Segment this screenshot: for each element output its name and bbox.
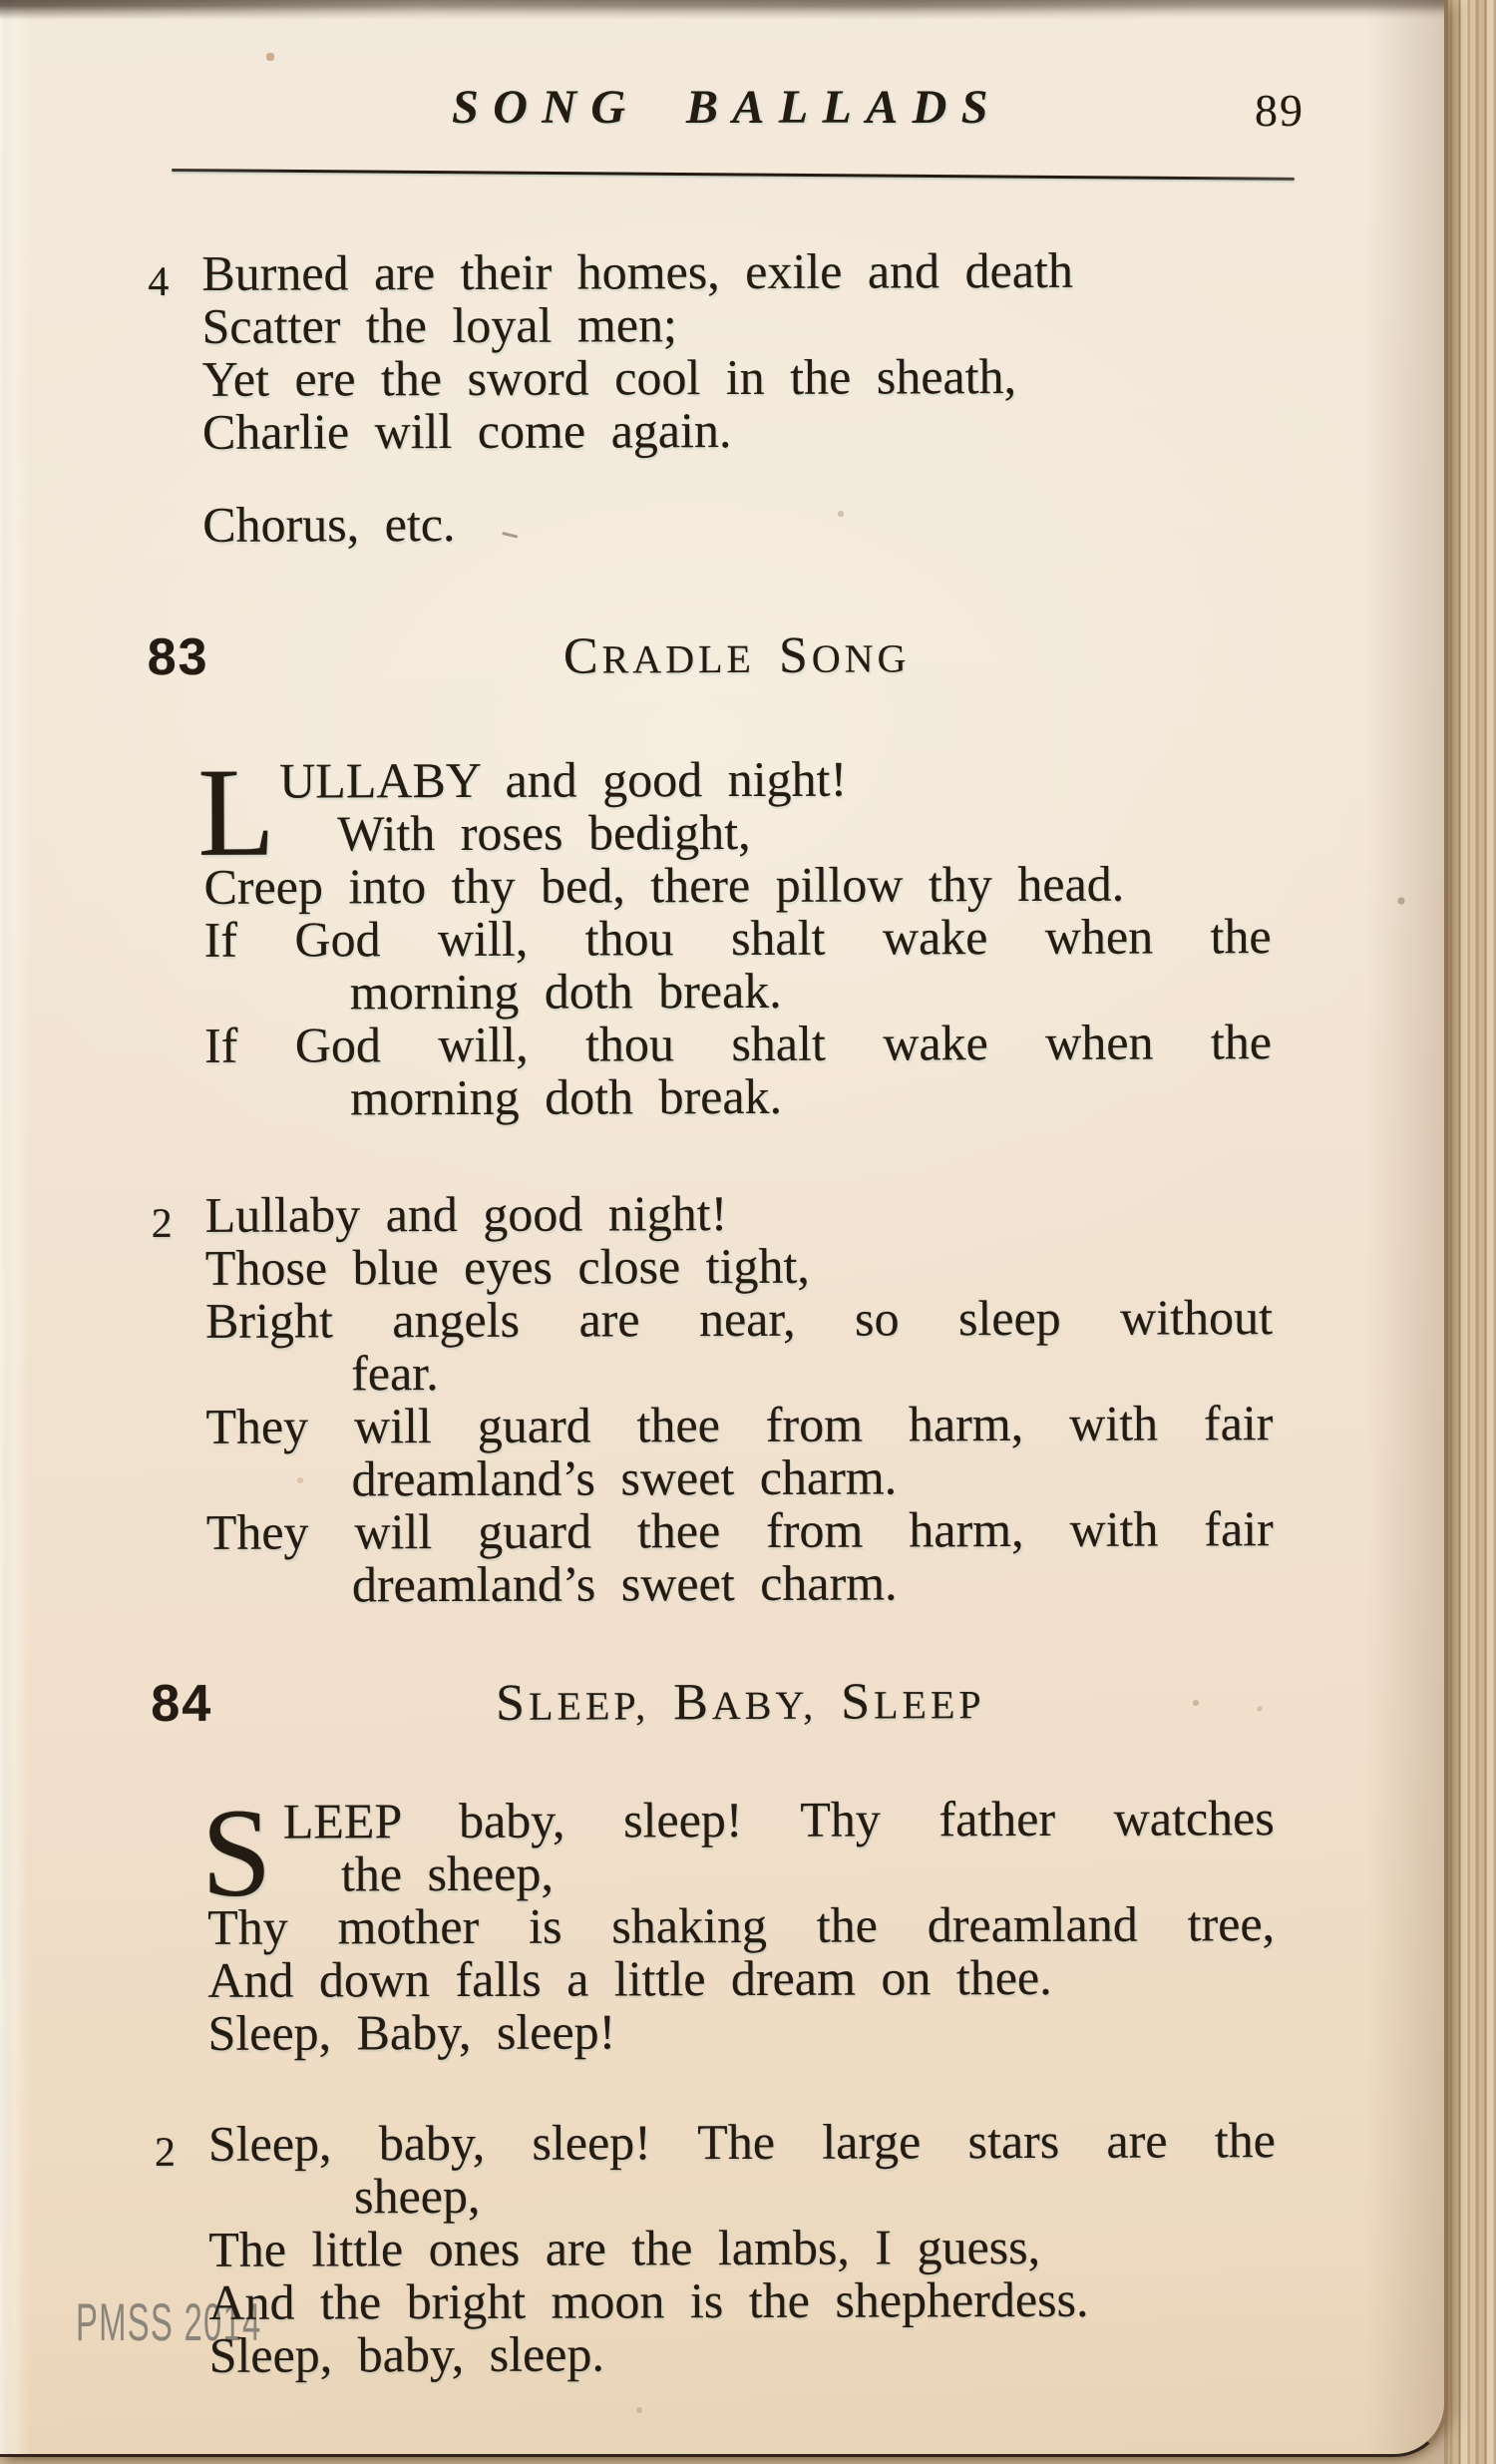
verse-line: Yet ere the sword cool in the sheath, xyxy=(201,348,1017,407)
verse-line: The little ones are the lambs, I guess, xyxy=(208,2218,1041,2277)
verse-line: sheep, xyxy=(353,2167,481,2225)
drop-cap: S xyxy=(200,1783,272,1923)
title-word xyxy=(496,1674,649,1732)
verse-line: morning doth break. xyxy=(350,1067,783,1126)
verse-line: And down falls a little dream on thee. xyxy=(207,1948,1052,2008)
song-heading xyxy=(151,1673,1274,1740)
verse-line: And the bright moon is the shepherdess. xyxy=(208,2270,1089,2330)
title-initial: C xyxy=(562,627,602,685)
song-title xyxy=(203,627,1271,687)
song-number: 83 xyxy=(147,627,209,687)
verse-line: morning doth break. xyxy=(349,962,782,1021)
scan-top-shadow xyxy=(0,0,1444,22)
verse-line: Those blue eyes close tight, xyxy=(204,1237,810,1296)
title-small-caps: RADLE xyxy=(601,635,755,682)
title-word xyxy=(673,1674,817,1732)
stanza xyxy=(200,1783,1276,2061)
verse-line: They will guard thee from harm, with fair xyxy=(205,1500,1274,1560)
verse-line: Burned are their homes, exile and death xyxy=(201,241,1073,301)
watermark: PMSS 2014 xyxy=(76,2293,262,2352)
verse-line: Sleep, baby, sleep. xyxy=(208,2325,605,2383)
title-small-caps: ABY, xyxy=(711,1682,818,1729)
song-number: 84 xyxy=(151,1674,213,1734)
verse-line: dreamland’s sweet charm. xyxy=(351,1448,898,1507)
verse-line: If God will, thou shalt wake when the xyxy=(203,1014,1273,1073)
verse-line: Creep into thy bed, there pillow thy head. xyxy=(203,855,1125,915)
header-rule xyxy=(172,169,1295,181)
verse-line: Lullaby and good night! xyxy=(204,1185,728,1243)
title-small-caps: LEEP, xyxy=(528,1683,650,1729)
verse-line: If God will, thou shalt wake when the xyxy=(203,908,1272,968)
title-initial: B xyxy=(673,1674,712,1732)
page-number: 89 xyxy=(1255,85,1305,136)
stanza-number: 4 xyxy=(148,258,171,306)
title-initial: S xyxy=(841,1673,875,1731)
verse-line: the sheep, xyxy=(340,1845,554,1902)
drop-cap: L xyxy=(197,742,276,883)
paper-specks xyxy=(0,0,2,2)
chorus-note: Chorus, etc. xyxy=(202,495,1270,552)
title-word xyxy=(779,626,911,683)
verse-line: dreamland’s sweet charm. xyxy=(351,1554,898,1613)
verse-line: Sleep, Baby, sleep! xyxy=(207,2003,616,2061)
verse-line: ULLABY and good night! xyxy=(279,750,848,809)
verse-line: Charlie will come again. xyxy=(201,402,732,460)
page-header xyxy=(205,80,1305,150)
stanza-number: 2 xyxy=(151,1200,174,1248)
book-page-edge-stripes xyxy=(1444,0,1496,2464)
title-small-caps: ONG xyxy=(811,635,911,681)
stanza xyxy=(148,241,1270,460)
title-word xyxy=(563,627,755,685)
verse-line: They will guard thee from harm, with fair xyxy=(205,1395,1274,1454)
song-title xyxy=(206,1674,1274,1734)
title-word xyxy=(841,1673,985,1731)
title-small-caps: LEEP xyxy=(873,1682,985,1728)
stanza xyxy=(197,742,1273,1126)
running-title: SONG BALLADS xyxy=(452,81,1002,134)
verse-line: Thy mother is shaking the dreamland tree, xyxy=(207,1895,1276,1955)
song-heading xyxy=(147,626,1271,693)
verse-line: Sleep, baby, sleep! The large stars are the xyxy=(207,2112,1276,2172)
verse-line: Bright angels are near, so sleep without xyxy=(204,1289,1274,1349)
stanza-number: 2 xyxy=(154,2129,178,2177)
verse-line: Scatter the loyal men; xyxy=(201,296,677,354)
stanza xyxy=(151,1185,1274,1613)
verse-line: fear. xyxy=(351,1345,439,1402)
verse-line: LEEP baby, sleep! Thy father watches xyxy=(282,1790,1275,1849)
title-initial: S xyxy=(778,626,812,684)
title-initial: S xyxy=(496,1674,530,1732)
verse-line: With roses bedight, xyxy=(337,803,751,862)
